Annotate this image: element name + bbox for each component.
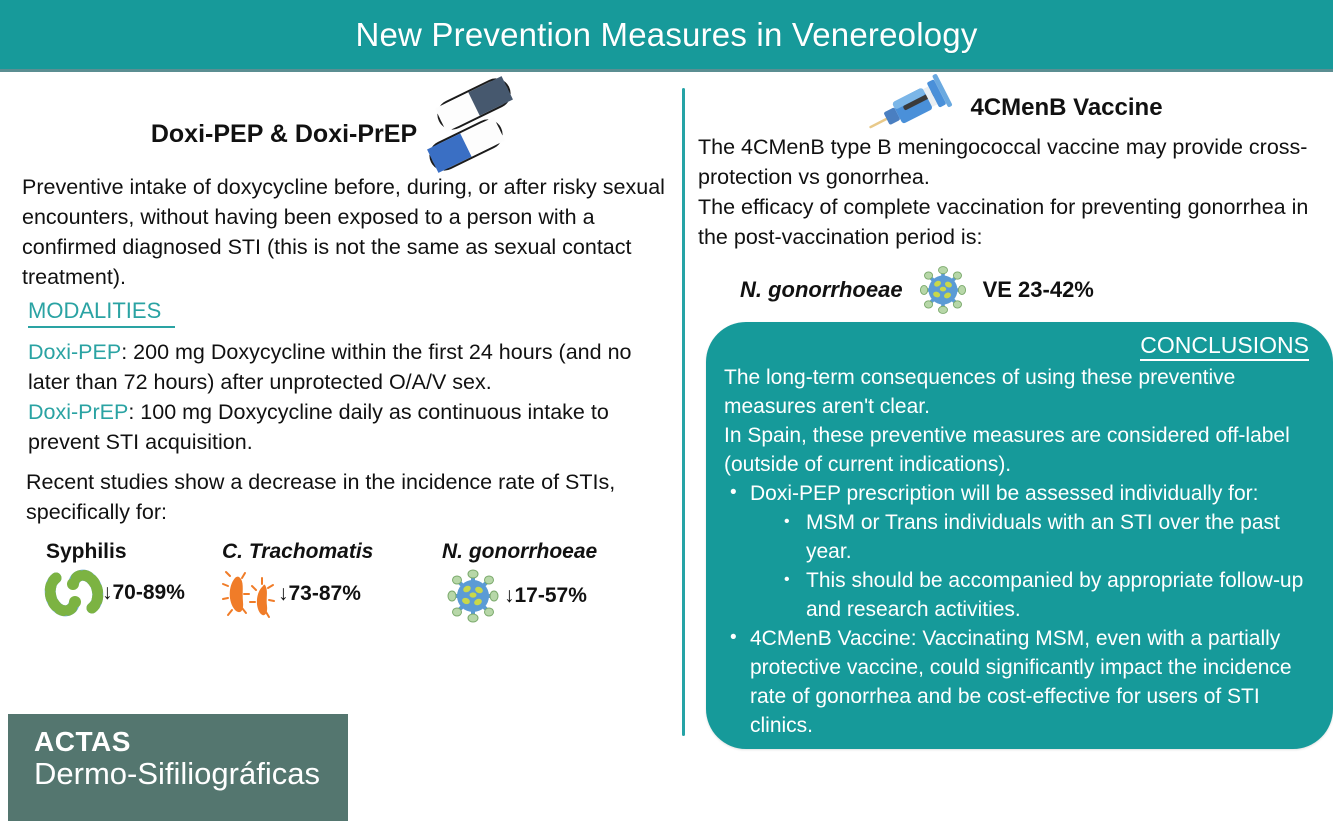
page-title: New Prevention Measures in Venereology [355,15,978,53]
conclusions-bullet [724,479,1313,624]
conclusions-sub-bullet: • MSM or Trans individuals with an STI over the past year. [750,508,1313,566]
stat-value: ↓17-57% [504,584,587,607]
conclusions-box [706,322,1333,749]
modalities-heading: MODALITIES [28,298,175,328]
modality-doxi-pep [28,337,668,397]
right-column-header [690,82,1333,134]
left-column [0,72,672,791]
modality-text: : 100 mg Doxycycline daily as continuous intake to prevent STI acquisition. [28,400,609,454]
ve-value: VE 23-42% [982,277,1094,302]
conclusions-sub-bullet: • This should be accompanied by appropriate follow-up and research activities. [750,566,1313,624]
vaccine-heading: 4CMenB Vaccine [970,94,1163,121]
capsule-pill-icon [425,88,521,180]
stat-value: ↓70-89% [102,581,185,604]
right-column [690,72,1333,749]
stat-label: N. gonorrhoeae [442,540,598,563]
ve-pathogen-label: N. gonorrhoeae [740,277,903,302]
pathogen-stats-row [22,540,672,630]
conclusions-bullet-list [724,479,1313,740]
stat-label: Syphilis [46,540,127,563]
stat-syphilis [46,540,185,618]
vaccine-efficacy-row [740,264,1094,316]
syringe-icon [860,82,956,134]
logo-line-1: ACTAS [34,726,131,757]
stat-value: ↓73-87% [278,582,361,605]
modality-term: Doxi-PEP [28,340,122,364]
vaccine-text-2: The efficacy of complete vaccination for preventing gonorrhea in the post-vaccination period is: [698,195,1309,249]
modalities-block [28,337,668,457]
conclusions-title: CONCLUSIONS [724,332,1313,359]
gonococcus-icon [915,264,971,316]
spirochete-icon [46,568,102,618]
recent-studies-paragraph: Recent studies show a decrease in the incidence rate of STIs, specifically for: [26,470,616,524]
modality-text: : 200 mg Doxycycline within the first 24 hours (and no later than 72 hours) after unprotected O/A/V sex. [28,340,632,394]
logo-line-2: Dermo-Sifiliográficas [34,756,320,791]
header-banner [0,0,1333,72]
left-column-header [0,88,672,180]
conclusions-paragraph-2: In Spain, these preventive measures are considered off-label (outside of current indications). [724,424,1290,476]
intro-paragraph: Preventive intake of doxycycline before, during, or after risky sexual encounters, without having been exposed to a person with a confirmed diagnosed STI (this is not the same as sexual contact treatment). [22,175,665,289]
doxi-heading: Doxi-PEP & Doxi-PrEP [150,119,418,148]
stat-label: C. Trachomatis [222,540,374,563]
bullet-text: Doxi-PEP prescription will be assessed individually for: [750,482,1259,505]
conclusions-bullet: • 4CMenB Vaccine: Vaccinating MSM, even with a partially protective vaccine, could significantly impact the incidence rate of gonorrhea and be cost-effective for users of STI clinics. [724,624,1313,740]
bacillus-icon [222,568,278,620]
modality-term: Doxi-PrEP [28,400,129,424]
stat-n-gonorrhoeae [442,540,597,624]
vaccine-paragraphs [698,132,1313,252]
conclusions-paragraph-1: The long-term consequences of using these preventive measures aren't clear. [724,366,1236,418]
column-divider [682,88,685,736]
gonococcus-icon [442,568,504,624]
conclusions-sub-list [750,508,1313,624]
actas-logo [8,714,348,821]
modality-doxi-prep [28,397,668,457]
stat-c-trachomatis [222,540,373,620]
vaccine-text-1: The 4CMenB type B meningococcal vaccine may provide cross-protection vs gonorrhea. [698,135,1308,189]
